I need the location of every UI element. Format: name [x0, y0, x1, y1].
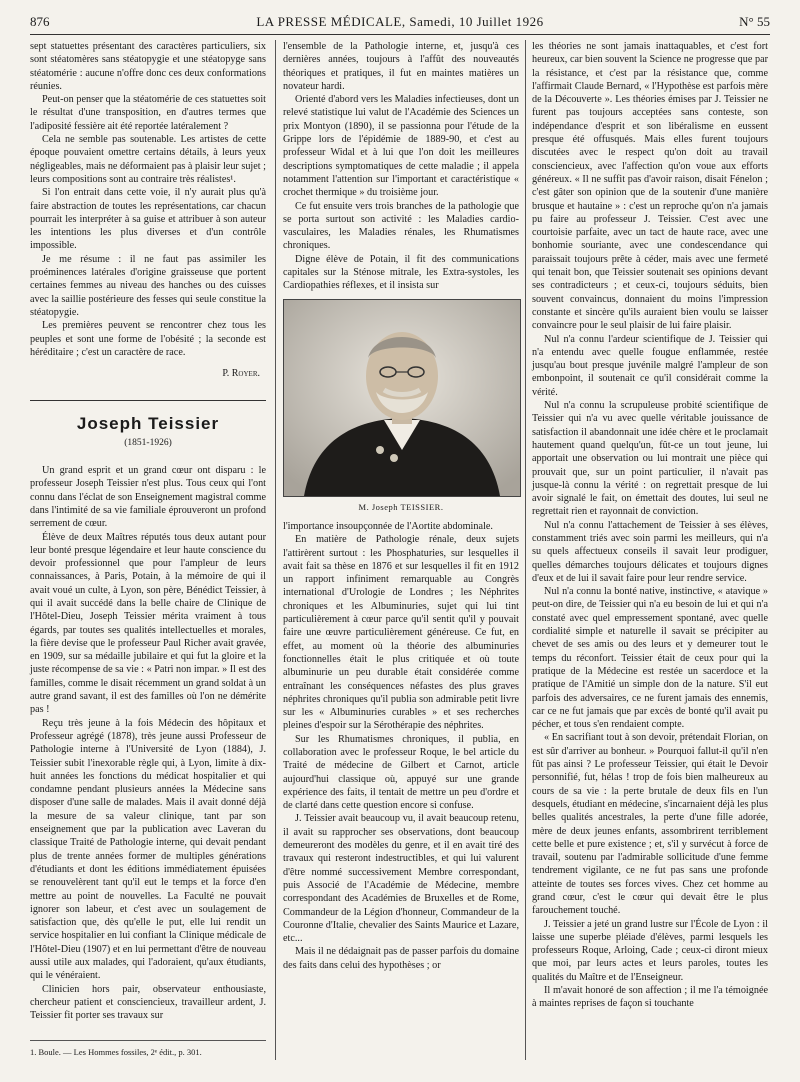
article-title: Joseph Teissier: [76, 414, 220, 434]
paragraph: J. Teissier a jeté un grand lustre sur l'École de Lyon : il laisse une superbe pléiade d'élèves, parmi lesquels les professeurs Roque, Arloing, Cade ; ceux-ci diront mieux que moi, par leurs actes et leurs paroles, toutes les qualités du Maître et de l'Enseigneur.: [532, 918, 768, 983]
paragraph: Un grand esprit et un grand cœur ont disparu : le professeur Joseph Teissier n'est plus. Tous ceux qui l'ont connu dans l'éclat de son Enseignement magistral comme dans l'intimité de sa vie familiale éprouveront un profond serrement de cœur.: [30, 465, 266, 530]
paragraph: l'importance insoupçonnée de l'Aortite abdominale.: [283, 520, 493, 532]
section-divider: [30, 400, 266, 401]
footnote: 1. Boule. — Les Hommes fossiles, 2ᵉ édit., p. 301.: [30, 1040, 266, 1057]
paragraph: Les premières peuvent se rencontrer chez tous les peuples et sont une forme de l'obésité ; la seconde est héréditaire ; c'est un caractère de race.: [30, 320, 266, 358]
portrait-photo: [283, 299, 521, 497]
paragraph: Nul n'a connu l'attachement de Teissier à ses élèves, constamment triés avec soin parmi les meilleurs, qui n'a su quels affectueux conseils il savait leur prodiguer, quelles démarches toujours délicates et toujours dignes d'eux et de lui il savait faire pour leur rendre service.: [532, 519, 768, 584]
paragraph: Ce fut ensuite vers trois branches de la pathologie que se porta surtout son activité : les Maladies cardio-vasculaires, les Maladies rénales, les Rhumatismes chroniques.: [283, 200, 519, 252]
page-header: [30, 10, 770, 35]
author-signature: P. Royer.: [222, 368, 260, 380]
portrait-image: [284, 300, 520, 496]
paragraph: Si l'on entrait dans cette voie, il n'y aurait plus qu'à faire abstraction de toutes les représentations, car chacun pourrait les interpréter à sa guise et attribuer à son auteur les intentions les plus diverses et d'un contrôle impossible.: [30, 187, 266, 252]
paragraph: Il m'avait honoré de son affection ; il me l'a témoignée à maintes reprises de façon si touchante: [532, 985, 768, 1010]
paragraph: Nul n'a connu la bonté native, instinctive, « atavique » peut-on dire, de Teissier qui n'a eu besoin de lui et qui n'a constaté avec quel empressement spontané, avec quelle cordialité simple et naturelle il savait se précipiter au chevet de ses amis ou des leurs et y demeurer tout le temps du réconfort. Teissier était de ceux pour qui la pratique de la Médecine est restée un sacerdoce et la pratique de l'Amitié un simple don de la nature. S'il eut parfois des adversaires, ce ne furent jamais des ennemis, car ce ne fut jamais que par excès de bonté qu'il avait pu pécher, et tous s'en rendaient compte.: [532, 586, 768, 731]
paragraph: Nul n'a connu l'ardeur scientifique de J. Teissier qui n'a entendu avec quelle fougue enflammée, restée jusqu'au bout presque juvénile malgré l'ampleur de son embonpoint, il soutenait ce qu'il considérait comme la vérité.: [532, 333, 768, 398]
column-divider: [525, 40, 526, 1060]
paragraph: Orienté d'abord vers les Maladies infectieuses, dont un relevé statistique lui valut de l'Académie des Sciences un prix Montyon (1890), il se passionna pour l'étude de la Grippe lors de l'épidémie de 1889-90, et c'est au professeur Widal et à lui que l'on doit les meilleures descriptions symptomatiques de cette maladie ; il appela notamment l'attention sur l'important et caractéristique « crochet thermique » du troisième jour.: [283, 94, 519, 199]
paragraph: En matière de Pathologie rénale, deux sujets l'attirèrent surtout : les Phosphaturies, sur lesquelles il avait fait sa thèse en 1876 et sur lesquelles il fit en 1912 un rapport infiniment remarquable au Congrès international d'Urologie de Londres ; les Néphrites chroniques et les Albuminuries, sujet qui lui tint particulièrement à cœur parce qu'il sentit qu'il y pouvait faire une œuvre particulièrement généreuse. Ce fut, en effet, au moment où la théorie des albuminuries fonctionnelles était le plus critiquée et où toute albuminurie un peu durable était considérée comme entraînant les conséquences néfastes des plus graves néphrites chroniques qu'il publia son admirable petit livre sur les « Albuminuries curables » et ses recherches pleines d'espoir sur la Sérothérapie des néphrites.: [283, 534, 519, 732]
column-3: [532, 40, 768, 1011]
paragraph: Digne élève de Potain, il fit des communications capitales sur la Sténose mitrale, les Extra-systoles, les Cardiopathies réflexes, et il insista sur: [283, 253, 519, 292]
column-2: [283, 40, 519, 972]
column-1: [30, 40, 266, 1022]
paragraph: « En sacrifiant tout à son devoir, prétendait Florian, on est sûr d'arriver au bonheur. » Pourquoi fallut-il qu'il n'en fût pas ainsi ? Le professeur Teissier, qui était le Devoir personnifié, fut, hélas ! trop de fois bien malheureux au cours de sa vie : la perte brutale de deux fils en l'un desquels, étudiant en médecine, s'incarnaient déjà les plus belles qualités ancestrales, la perte d'une fille adorée, mère de deux jeunes enfants, assombrirent terriblement cette belle et pure existence ; et, s'il y survécut à force de travail, soutenu par l'admirable sollicitude d'une femme tendrement vigilante, ce ne fut pas sans une profonde atteinte de toutes ses forces vives. Chez cet homme au grand cœur, c'est le cœur qui devait être le plus farouchement touché.: [532, 732, 768, 917]
paragraph: Cela ne semble pas soutenable. Les artistes de cette époque pouvaient omettre certains détails, à leurs yeux négligeables, mais ne déformaient pas à plaisir leur sujet ; leurs compositions sont au contraire très réalistes¹.: [30, 134, 266, 185]
paragraph: Nul n'a connu la scrupuleuse probité scientifique de Teissier qui n'a vu avec quelle véritable jouissance de satisfaction il abandonnait une idée chère et le proclamait hautement quand quelqu'un, fût-ce un tout jeune, lui apportait une observation ou lui montrait une pièce qui prouvait que, sur un point particulier, il n'avait pas jusque-là connu la vérité : on regrettait presque de lui avoir signalé le fait, on émettait des doutes, lui seul ne regrettait rien et rayonnait de conviction.: [532, 400, 768, 518]
paragraph: les théories ne sont jamais inattaquables, et c'est fort heureux, car bien souvent la Science ne progresse que par la résistance, et c'est par la résistance que, comme l'affirmait Claude Bernard, « l'Hypothèse est parfois mère de la Découverte ». Les théories émises par J. Teissier ne furent pas toujours acceptées sans conteste, son indépendance d'esprit et son libéralisme en eussent presque été offusqués. Mais elles furent toujours discutées avec le respect qu'on doit au travail consciencieux, avec l'affection qu'on voue aux efforts généreux. « Il ne suffit pas d'avoir raison, disait Fénelon ; c'est gâter son opinion que de la soutenir d'une manière brusque et hautaine » : c'est un reproche qu'on n'a jamais pu faire au professeur J. Teissier. C'est avec une courtoisie parfaite, avec un tact de haute race, avec une bonhomie souriante, avec une condescendance qui paraissait toujours prête à céder, mais avec une fermeté qui tenait bon, que Teissier soutenait ses opinions devant ses contradicteurs ; et ceux-ci, toujours séduits, bien souvent convaincus, donnaient du moins l'impression constante et sincère qu'ils auraient bien voulu se laisser convaincre pour le seul plaisir de lui faire plaisir.: [532, 41, 768, 332]
paragraph: Reçu très jeune à la fois Médecin des hôpitaux et Professeur agrégé (1878), très jeune aussi Professeur de Pathologie interne à l'Université de Lyon (1884), J. Teissier subit l'inexorable règle qui, à Lyon, limite à dix-huit années les fonctions du médicat hospitalier et qui condamne pendant plusieurs années la Médecine sans disposer d'une salle de malades. Mais il avait donné déjà la mesure de sa valeur clinique, tant par son enseignement que par la publication avec Laveran du classique Traité de Pathologie interne, qui devait pendant plus de trente années former de multiples générations d'étudiants et dont les éditions immédiatement épuisées se renouvelèrent tant qu'il eut le temps et la force d'en mettre au point de nouvelles. La Faculté ne pouvait ignorer son labeur, et c'est avec un soulagement de satisfaction que, dès qu'elle le put, elle lui rendit un service hospitalier en lui confiant la Clinique médicale de l'Hôtel-Dieu (1907) et en lui permettant d'être de nouveau aussi utile aux malades, qui l'adoraient, qu'aux étudiants, qui le vénéraient.: [30, 717, 266, 982]
paragraph: l'ensemble de la Pathologie interne, et, jusqu'à ces dernières années, toujours à l'affût des nouveautés théoriques et pratiques, il fut en maintes matières un novateur hardi.: [283, 41, 519, 92]
portrait-caption: M. Joseph TEISSIER.: [358, 501, 444, 512]
paragraph: Peut-on penser que la stéatomérie de ces statuettes soit le résultat d'une transposition, en d'autres termes que l'adiposité fessière ait été reportée latéralement ?: [30, 94, 266, 132]
paragraph: Sur les Rhumatismes chroniques, il publia, en collaboration avec le professeur Roque, le bel article du Traité de médecine de Gilbert et Carnot, article aujourd'hui classique où, appuyé sur une grande expérience des faits, il tentait de mettre un peu d'ordre et de clarté dans cette question encore si confuse.: [283, 733, 519, 812]
journal-title: LA PRESSE MÉDICALE, Samedi, 10 Juillet 1926: [256, 14, 544, 29]
paragraph: J. Teissier avait beaucoup vu, il avait beaucoup retenu, il avait su rapprocher ses observations, dont beaucoup demeureront des modèles du genre, et il en avait tiré des travaux qui resteront indestructibles, et qui lui valurent d'être nommé successivement Membre correspondant, puis Associé de l'Académie de Médecine, membre correspondant des Académies de Bruxelles et de Rome, Commandeur de la Légion d'honneur, Commandeur de la Couronne d'Italie, chevalier des Saints Maurice et Lazare, etc...: [283, 813, 519, 945]
paragraph: Mais il ne dédaignait pas de passer parfois du domaine des faits dans celui des hypothèses ; or: [283, 946, 519, 971]
paragraph: Je me résume : il ne faut pas assimiler les proéminences latérales d'origine graisseuse que portent certaines femmes au niveau des hanches ou des cuisses avec la saillie postérieure des fesses qui seule constitue la stéatopygie.: [30, 253, 266, 318]
paragraph: sept statuettes présentant des caractères particuliers, six sont stéatomères sans stéatopygie et une stéatopyge sans stéatomérie : aucune n'offre donc ces deux conformations réunies.: [30, 41, 266, 92]
column-divider: [275, 40, 276, 1060]
page-number: 876: [30, 14, 50, 29]
article-dates: (1851-1926): [124, 437, 172, 448]
issue-number: N° 55: [739, 14, 770, 29]
paragraph: Élève de deux Maîtres réputés tous deux autant pour leur bonté presque légendaire et leur haute conscience du devoir professionnel que pour l'ampleur de leurs connaissances, à Paris, Potain, à la mémoire de qui il avait voué un culte, à Lyon, son père, Bénédict Teissier, à qui il avait succédé dans la belle chaire de Clinique de l'Hôtel-Dieu, Joseph Teissier mérita vraiment à tous égards, par toutes ses qualités intellectuelles et morales, la fière devise que le professeur Paul Richer avait gravée, en 1909, sur sa médaille jubilaire et qui fut la gloire et la juste récompense de sa vie : « Patri non impar. » Il est des familles, comme le disait récemment un grand soldat à un autre grand savant, il est des familles où l'on ne démérite pas !: [30, 531, 266, 716]
paragraph: Clinicien hors pair, observateur enthousiaste, chercheur patient et consciencieux, travailleur ardent, J. Teissier fit porter ses travaux sur: [30, 983, 266, 1022]
